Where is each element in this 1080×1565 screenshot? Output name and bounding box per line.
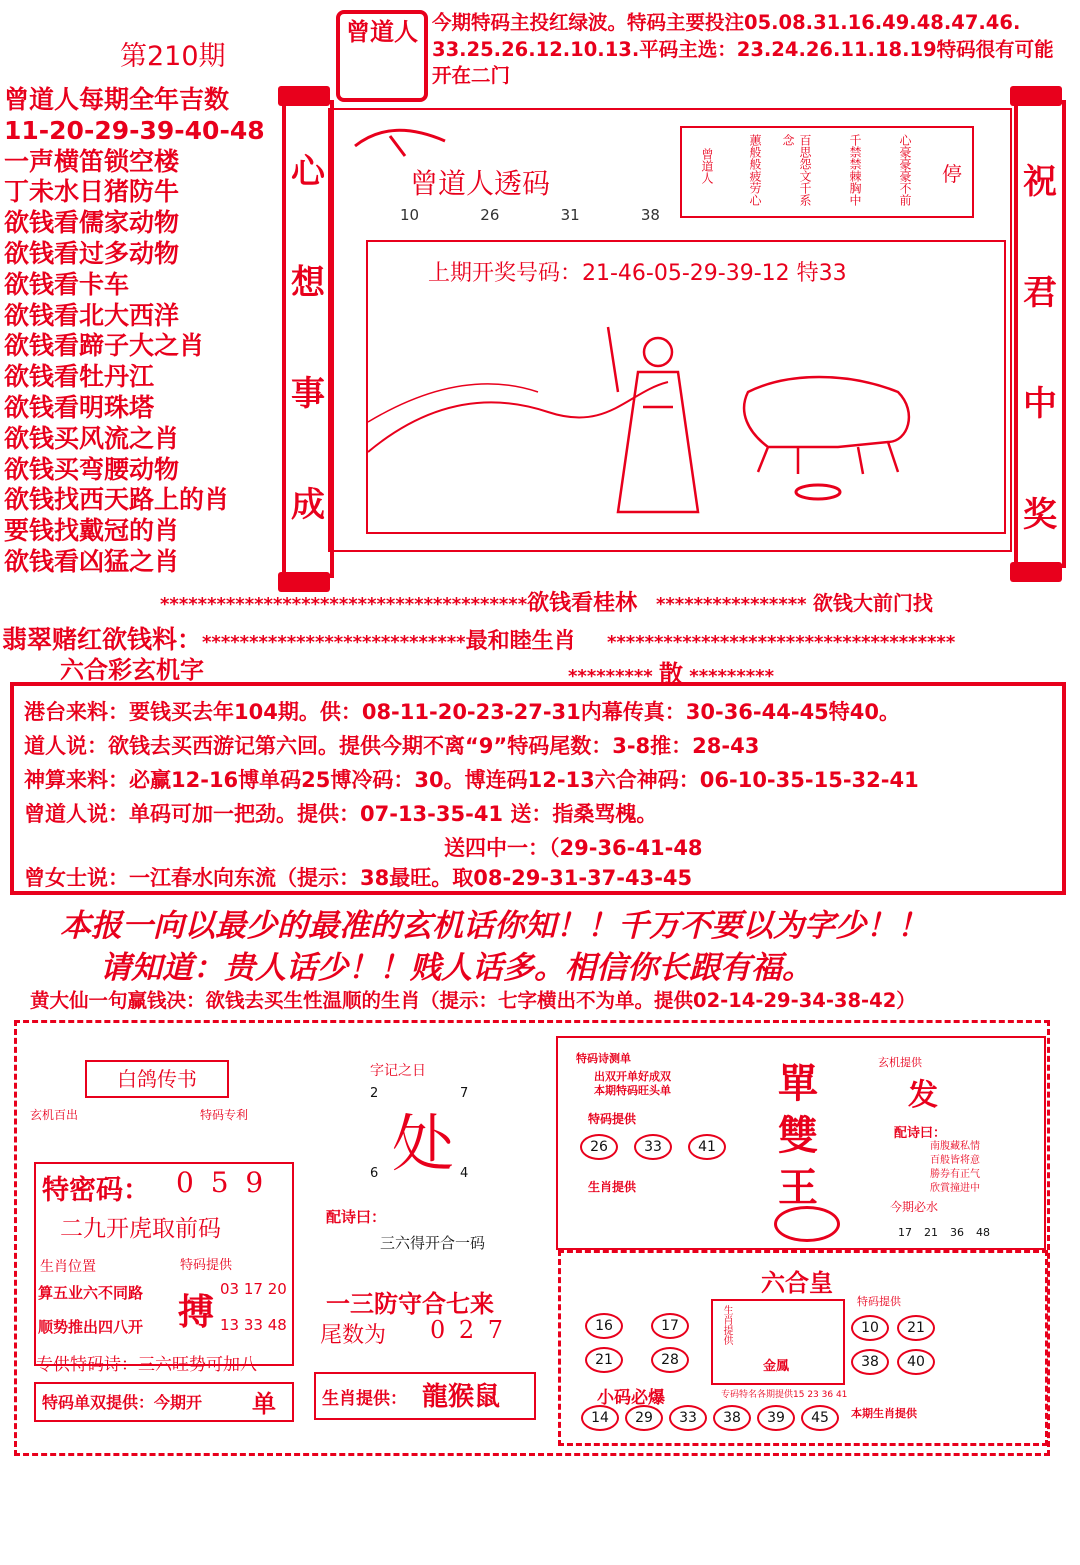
ox-figure — [744, 377, 909, 474]
number-ball: 45 — [801, 1405, 839, 1431]
char-header: 字记之日 — [370, 1063, 426, 1079]
panel-c-poem — [930, 1140, 980, 1196]
number-ball: 33 — [669, 1405, 707, 1431]
monk-figure — [608, 327, 698, 512]
corner-number: 7 — [460, 1086, 469, 1101]
special-code-hint: 二九开虎取前码 — [60, 1216, 221, 1242]
list-item: 曾道人每期全年吉数 — [4, 85, 230, 114]
poem-column: 曾道人 — [700, 148, 714, 184]
list-item: 欲钱看儒家动物 — [4, 208, 180, 238]
painting-number: 31 — [560, 206, 580, 224]
list-item: 欲钱看凶猛之肖 — [4, 546, 180, 576]
stars: ************************************* — [606, 632, 956, 653]
list-item: 欲钱看北大西洋 — [4, 300, 180, 330]
number-ball: 21 — [897, 1315, 935, 1341]
stars: ********* — [689, 666, 774, 687]
panel-c-text: 特码诗测单 — [576, 1052, 631, 1065]
stars: *************************************** — [160, 594, 528, 615]
number-ball: 28 — [651, 1347, 689, 1373]
painting-number: 10 — [400, 206, 420, 224]
right-scroll-banner — [1014, 100, 1066, 568]
liuhe-mid-head: 生肖提供 — [721, 1305, 732, 1345]
riddle-text: 最和睦生肖 — [465, 629, 576, 654]
corner-number: 6 — [370, 1166, 379, 1181]
list-item: 一声横笛锁空楼 — [4, 146, 180, 176]
info-line: 送四中一：（29-36-41-48 — [444, 836, 703, 860]
panel-c-text: 生肖提供 — [588, 1180, 637, 1194]
zodiac-line: 顺势推出四八开 — [38, 1318, 144, 1336]
number-ball: 33 — [634, 1134, 672, 1160]
left-riddle-list — [4, 85, 274, 578]
poem-line: 勝券有正气 — [930, 1169, 980, 1180]
painting-poem-box — [680, 126, 974, 218]
number-ball: 39 — [757, 1405, 795, 1431]
pigeon-sub-right: 特码专利 — [200, 1108, 249, 1122]
header-line: 33.25.26.12.10.13.平码主选：23.24.26.11.18.19特码很有可能 — [432, 37, 1054, 61]
number-row: 03 17 20 — [220, 1280, 287, 1298]
last-draw-result: 上期开奖号码：21-46-05-29-39-12 特33 — [428, 261, 847, 286]
liuhe-line: 专码特名各期提供15 23 36 41 — [721, 1390, 848, 1400]
zodiac-label: 生肖提供： — [322, 1389, 407, 1409]
bet-big-char: 搏 — [178, 1291, 215, 1333]
star-row-1 — [160, 586, 933, 617]
poem-label: 配诗曰： — [326, 1208, 387, 1226]
list-item: 11-20-29-39-40-48 — [4, 115, 265, 145]
liuhe-title: 六合皇 — [761, 1268, 833, 1297]
zodiac-head: 生肖位置 — [40, 1259, 96, 1275]
list-item: 欲钱看过多动物 — [4, 238, 180, 268]
odd-even-label: 特码单双提供：今期开 — [42, 1393, 203, 1412]
riddle-label: 六合彩玄机字 — [60, 656, 204, 684]
list-item: 欲钱看卡车 — [4, 269, 130, 299]
liuhe-right-head: 特码提供 — [857, 1295, 901, 1308]
info-line: 道人说：欲钱去买西游记第六回。提供今期不离“9”特码尾数：3-8推：28-43 — [24, 734, 760, 758]
number-ball: 29 — [625, 1405, 663, 1431]
scroll-char: 中 — [1023, 384, 1057, 424]
number-ball: 21 — [585, 1347, 623, 1373]
poem-text: 三六得开合一码 — [380, 1234, 486, 1252]
number-ball: 26 — [580, 1134, 618, 1160]
riddle-text: 欲钱看桂林 — [527, 591, 638, 616]
info-box — [10, 682, 1066, 895]
info-line: 曾女士说：一江春水向东流（提示：38最旺。取08-29-31-37-43-45 — [24, 866, 693, 890]
liuhe-mid-box — [711, 1299, 845, 1385]
panel-liuhe-king — [558, 1250, 1048, 1446]
painting-title: 曾道人透码 — [410, 167, 551, 200]
big-char: 雙 — [778, 1112, 818, 1159]
scroll-char: 祝 — [1023, 162, 1057, 202]
scroll-char: 奖 — [1023, 495, 1057, 535]
scroll-char: 成 — [291, 485, 325, 525]
corner-number: 2 — [370, 1086, 379, 1101]
zodiac-line: 算五业六不同路 — [38, 1284, 144, 1302]
panel-c-right-numbers — [898, 1226, 990, 1239]
painting-panel — [328, 108, 1012, 552]
special-code-value: 0 5 9 — [176, 1166, 268, 1199]
panel-c-text: 出双开单好成双 — [594, 1070, 671, 1083]
stars: ********* — [568, 666, 653, 687]
scroll-char: 君 — [1023, 273, 1057, 313]
painting-number: 38 — [640, 206, 660, 224]
scroll-char: 心 — [291, 152, 325, 192]
header-line: 开在二门 — [432, 64, 511, 87]
special-poem: 专供特码诗：三六旺势可加八 — [36, 1355, 257, 1375]
number-ball: 38 — [713, 1405, 751, 1431]
painting-number: 26 — [480, 206, 500, 224]
riddle-text: 散 — [659, 660, 683, 688]
list-item: 欲钱看明珠塔 — [4, 392, 155, 422]
panel-c-right-head: 玄机提供 — [878, 1056, 922, 1069]
panel-c-numbers — [580, 1134, 726, 1160]
number-row: 13 33 48 — [220, 1316, 287, 1334]
list-item: 欲钱买弯腰动物 — [4, 454, 180, 484]
slogan-line-1: 本报一向以最少的最准的玄机话你知！！千万不要以为字少！！ — [60, 908, 928, 944]
riddle-label: 翡翠赌红欲钱料： — [2, 625, 203, 654]
tail-numbers: 0 2 7 — [430, 1316, 507, 1344]
panel-character — [310, 1050, 540, 1440]
info-line: 曾道人说：单码可加一把劲。提供：07-13-35-41 送：指桑骂槐。 — [24, 802, 658, 826]
riddle-text: 欲钱大前门找 — [812, 591, 933, 615]
list-item: 欲钱买风流之肖 — [4, 423, 180, 453]
stars: **************************** — [202, 632, 466, 653]
poem-column: 千禁禁棘胸中 — [848, 134, 862, 206]
number: 36 — [950, 1226, 964, 1239]
pigeon-sub-left: 玄机百出 — [30, 1108, 79, 1122]
panel-c-right-big: 发 — [908, 1078, 938, 1113]
liuhe-must: 小码必爆 — [597, 1388, 665, 1408]
info-line: 神算来料：必赢12-16博单码25博冷码：30。博连码12-13六合神码：06-10-35-15-32-41 — [24, 768, 919, 792]
poem-line: 欣賞撞进中 — [930, 1183, 980, 1194]
list-item: 欲钱看蹄子大之肖 — [4, 331, 205, 361]
poem-column: 百思怨文千系念 — [781, 134, 812, 206]
number-ball: 14 — [581, 1405, 619, 1431]
poem-column: 蕙般般疲劳心 — [748, 134, 762, 206]
poem-line: 南腹藏私情 — [930, 1141, 980, 1152]
header-text — [432, 10, 1072, 90]
special-code-label: 特密码： — [42, 1175, 150, 1206]
seal-stamp: 曾道人 — [336, 10, 428, 102]
panel-c-must: 今期必水 — [890, 1200, 939, 1214]
left-scroll-banner — [282, 100, 334, 578]
info-line: 港台来料：要钱买去年104期。供：08-11-20-23-27-31内幕传真：30-36-44-45特40。 — [24, 700, 901, 724]
star-row-3 — [60, 650, 204, 685]
poem-column: 心豪豪豪不前 — [898, 134, 912, 206]
poem-head: 停 — [942, 162, 962, 186]
special-head: 特码提供 — [180, 1258, 233, 1273]
scroll-char: 想 — [291, 263, 325, 303]
big-char: 單 — [778, 1060, 818, 1107]
defense-line: 一三防守合七来 — [326, 1290, 494, 1318]
list-item: 要钱找戴冠的肖 — [4, 516, 180, 546]
poem-line: 百般皆将意 — [930, 1155, 980, 1166]
liuhe-row-numbers — [581, 1405, 839, 1431]
number-ball: 38 — [851, 1349, 889, 1375]
painting-numbers — [400, 206, 660, 224]
liuhe-left-numbers — [585, 1313, 695, 1373]
crane-icon — [350, 116, 450, 166]
corner-number: 4 — [460, 1166, 469, 1181]
list-item: 丁未水日猪防牛 — [4, 177, 180, 207]
panel-c-text: 特码提供 — [588, 1112, 637, 1126]
panel-pigeon — [30, 1040, 300, 1440]
big-character: 处 — [392, 1107, 455, 1180]
number-ball: 41 — [688, 1134, 726, 1160]
monk-and-ox-illustration — [368, 242, 1004, 532]
big-char: 王 — [778, 1164, 818, 1211]
number-ball: 17 — [651, 1313, 689, 1339]
header-line: 今期特码主投红绿波。特码主要投注05.08.31.16.49.48.47.46. — [432, 11, 1021, 34]
liuhe-zodiac: 本期生肖提供 — [851, 1407, 917, 1420]
scroll-cap — [278, 86, 330, 106]
zodiac-value: 龍猴鼠 — [422, 1382, 501, 1412]
liuhe-mid-sub: 金鳳 — [763, 1359, 790, 1374]
number: 17 — [898, 1226, 912, 1239]
scroll-char: 事 — [291, 374, 325, 414]
issue-number: 第210期 — [120, 41, 226, 72]
scroll-cap — [1010, 562, 1062, 582]
liuhe-right-numbers — [851, 1315, 941, 1375]
flower-icon — [774, 1206, 840, 1242]
tail-label: 尾数为 — [320, 1323, 387, 1348]
panel-c-text: 本期特码旺头单 — [594, 1084, 671, 1097]
panel-c-poem-label: 配诗曰： — [894, 1126, 947, 1141]
number-ball: 16 — [585, 1313, 623, 1339]
number: 21 — [924, 1226, 938, 1239]
illustration-frame — [366, 240, 1006, 534]
slogan-line-2: 请知道：贵人话少！！贱人话多。相信你长跟有福。 — [100, 950, 813, 986]
huang-daxian-line: 黄大仙一句赢钱决：欲钱去买生性温顺的生肖（提示：七字横出不为单。提供02-14-29-34-38-42） — [30, 989, 916, 1012]
number-ball: 40 — [897, 1349, 935, 1375]
pigeon-title: 白鸽传书 — [85, 1060, 229, 1098]
list-item: 欲钱找西天路上的肖 — [4, 485, 230, 515]
number: 48 — [976, 1226, 990, 1239]
number-ball: 10 — [851, 1315, 889, 1341]
stars: **************** — [655, 594, 807, 615]
odd-even-king — [778, 1058, 818, 1214]
panel-odd-even-king — [556, 1036, 1046, 1250]
list-item: 欲钱看牡丹江 — [4, 362, 155, 392]
odd-even-value: 单 — [252, 1389, 276, 1418]
